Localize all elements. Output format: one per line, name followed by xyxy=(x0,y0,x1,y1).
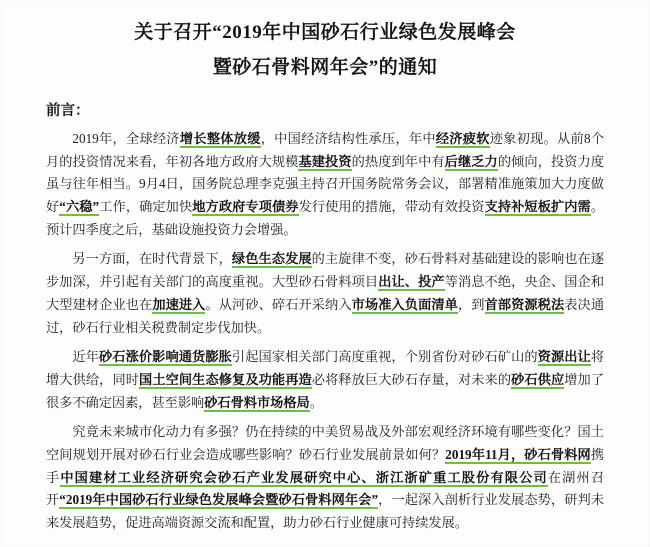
highlighted-text: 2019年11月，砂石骨料网 xyxy=(445,447,591,463)
title-line-1: 关于召开“2019年中国砂石行业绿色发展峰会 xyxy=(134,22,516,43)
highlighted-text: 地方政府专项债券 xyxy=(192,198,299,214)
highlighted-text: 经济疲软 xyxy=(435,130,490,146)
highlighted-text: 砂石供应 xyxy=(511,371,565,387)
highlighted-text: 资源出让 xyxy=(537,349,591,365)
highlighted-text: 绿色生态发展 xyxy=(231,251,312,267)
section-label-preface: 前言： xyxy=(46,102,90,119)
highlighted-text: “2019年中国砂石行业绿色发展峰会暨砂石骨料网年会” xyxy=(59,492,379,508)
highlighted-text: 砂石骨料市场格局 xyxy=(204,394,310,410)
highlighted-text: 增长整体放缓 xyxy=(179,130,261,146)
highlighted-text: 中国建材工业经济研究会砂石产业发展研究中心、浙江浙矿重工股份有限公司 xyxy=(60,469,548,485)
highlighted-text: 加速进入 xyxy=(152,296,206,312)
highlighted-text: 首部资源税法 xyxy=(484,296,565,312)
paragraph-4: 究竟未来城市化动力有多强？仍在持续的中美贸易战及外部宏观经济环境有哪些变化？国土空间规划开展对砂石行业会造成哪些影响？砂石行业发展前景如何？2019年11月，砂石骨料网携手中国建材工业经济研究会砂石产业发展研究中心、浙江浙矿重工股份有限公司在湖州召开“2019年中国砂石行业绿色发展峰会暨砂石骨料网年会”，一起深入剖析行业发展态势，研判未来发展趋势，促进高端资源交流和配置，助力砂石行业健康可持续发展。 xyxy=(46,424,605,531)
document-body xyxy=(46,128,604,535)
paragraph-3: 近年砂石涨价影响通货膨胀引起国家相关部门高度重视，个别省份对砂石矿山的资源出让将增大供给，同时国土空间生态修复及功能再造必将释放巨大砂石存量，对未来的砂石供应增加了很多不确定因素，甚至影响砂石骨料市场格局。 xyxy=(46,349,605,410)
paragraph-2: 另一方面，在时代背景下，绿色生态发展的主旋律不变，砂石骨料对基础建设的影响也在逐步加深，并引起有关部门的高度重视。大型砂石骨料项目出让、投产等消息不绝，央企、国企和大型建材企业也在加速进入。从河砂、碎石开采纳入市场准入负面清单，到首部资源税法表决通过，砂石行业相关税费制定步伐加快。 xyxy=(46,251,605,335)
highlighted-text: 出让、投产 xyxy=(378,274,445,290)
title-line-2: 暨砂石骨料网年会”的通知 xyxy=(212,57,438,79)
highlighted-text: 支持补短板扩内需 xyxy=(484,198,591,214)
highlighted-text: 市场准入负面清单 xyxy=(351,296,458,312)
document-title xyxy=(46,18,604,83)
highlighted-text: 砂石涨价影响通货膨胀 xyxy=(98,349,232,365)
highlighted-text: 基建投资 xyxy=(298,153,352,169)
highlighted-text: “六稳” xyxy=(59,198,100,214)
paragraph-1: 2019年，全球经济增长整体放缓，中国经济结构性承压，年中经济疲软迹象初现。从前8个月的投资情况来看，年初各地方政府大规模基建投资的热度到年中有后继乏力的倾向，投资力度虽与往年相当。9月4日，国务院总理李克强主持召开国务院常务会议，部署精准施策加大力度做好“六稳”工作，确定加快地方政府专项债券发行使用的措施，带动有效投资支持补短板扩内需。预计四季度之后，基础设施投资力会增强。 xyxy=(46,130,605,237)
highlighted-text: 后继乏力 xyxy=(444,153,498,169)
highlighted-text: 国土空间生态修复及功能再造 xyxy=(139,371,312,387)
